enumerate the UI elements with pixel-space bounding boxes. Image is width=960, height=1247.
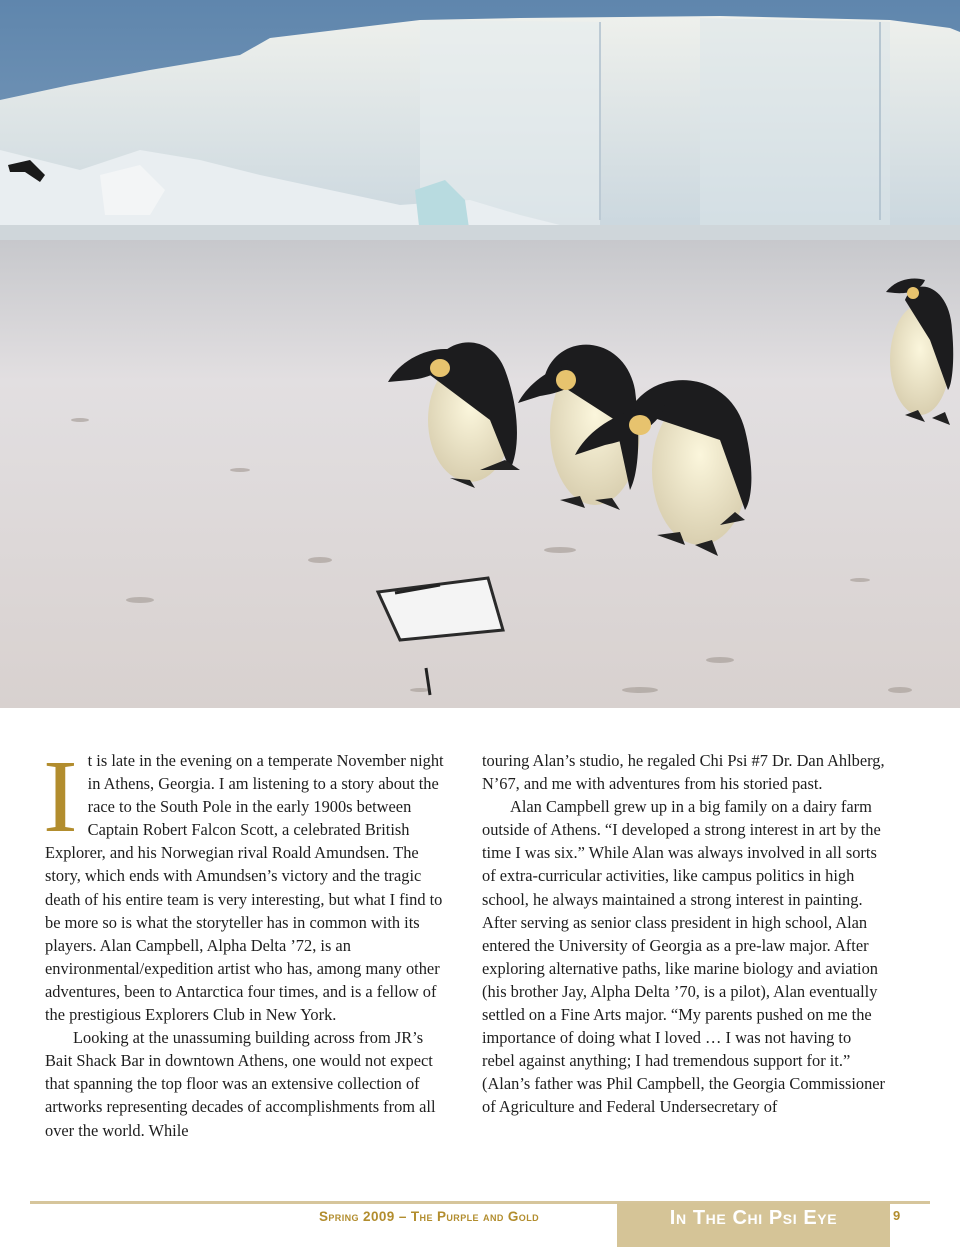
paragraph-text: t is late in the evening on a temperate November night in Athens, Georgia. I am listening to a story about the race to the South Pole in the early 1900s between Captain Robert Falcon Scott, a celebrated British Explorer, and his Norwegian rival Roald Amundsen. The story, which ends with Amundsen’s victory and the tragic death of his entire team is very interesting, but what I find to be more so is what the storyteller has in common with its players. Alan Campbell, Alpha Delta ’72, is an environmental/expedition artist who has, among many other adventures, been to Antarctica four times, and is a fellow of the prestigious Explorers Club in New York. xyxy=(45,751,444,1025)
article-paragraph: Alan Campbell grew up in a big family on a dairy farm outside of Athens. “I developed a strong interest in art by the time I was six.” While Alan was always involved in all sorts of extra-curricular activities, like campus politics in high school, he always maintained a strong interest in painting. After serving as senior class president in high school, Alan entered the University of Georgia as a pre-law major. After exploring alternative paths, like marine biology and aviation (his brother Jay, Alpha Delta ’70, is a pilot), Alan eventually settled on a Fine Arts major. “My parents pushed on me the importance of doing what I loved … I was not having to rebel against anything; I had tremendous support for it.” (Alan’s father was Phil Campbell, the Georgia Commissioner of Agriculture and Federal Undersecretary of xyxy=(482,797,886,1117)
article-paragraph: Looking at the unassuming building across from JR’s Bait Shack Bar in downtown Athens, one would not expect that spanning the top floor was an extensive collection of artworks representing decades of accomplishments from all over the world. While xyxy=(45,1028,436,1140)
article-column-right xyxy=(482,749,886,1119)
page-number: 9 xyxy=(893,1208,901,1223)
article-paragraph-continued: touring Alan’s studio, he regaled Chi Psi #7 Dr. Dan Ahlberg, N’67, and me with adventures from his storied past. xyxy=(482,751,885,794)
drop-cap: I xyxy=(43,739,78,854)
section-title: In The Chi Psi Eye xyxy=(669,1207,838,1229)
issue-label: Spring 2009 – The Purple and Gold xyxy=(319,1209,540,1224)
article-column-left xyxy=(43,739,447,1142)
article-paragraph xyxy=(43,739,447,1026)
section-title-band xyxy=(617,1203,890,1247)
